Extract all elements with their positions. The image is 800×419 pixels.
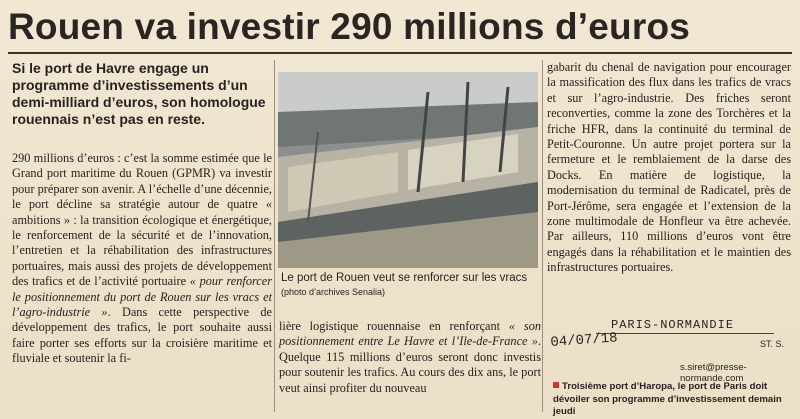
port-photo-image	[278, 72, 538, 268]
article-chapo: Si le port de Havre engage un programme d’investissements d’un demi-milliard d’euros, son homologue rouennais n’est pas en reste.	[12, 60, 266, 127]
column-1	[12, 151, 272, 367]
column-2-text: lière logistique rouennaise en renforçant	[279, 319, 501, 333]
port-photo	[278, 72, 538, 268]
column-2-text-end: . Quelque 115 millions d’euros seront donc investis pour soutenir les trafics. Au cours des dix ans, le port veut ainsi profiter du nouveau	[279, 334, 541, 395]
column-divider-2	[542, 60, 543, 412]
headline-rule	[8, 52, 792, 54]
column-2-quote: « son positionnement entre Le Havre et l’Ile-de-France »	[279, 319, 541, 349]
teaser-square-icon	[553, 382, 559, 388]
handwritten-date: 04/07/18	[550, 330, 619, 351]
column-1-quote: « pour renforcer le positionnement du port de Rouen sur les vracs et l’agro-industrie »	[12, 274, 273, 320]
column-divider	[274, 60, 275, 412]
handwritten-source: PARIS-NORMANDIE	[611, 318, 735, 332]
photo-caption-text: Le port de Rouen veut se renforcer sur les vracs	[281, 272, 528, 284]
handwritten-underline	[596, 333, 774, 334]
author-signature: ST. S.	[760, 339, 785, 349]
column-1-text: 290 millions d’euros : c’est la somme estimée que le Grand port maritime du Rouen (GPMR) va investir pour préparer son avenir. A l’échelle d’une décennie, le port décline sa stratégie autour de quatre « ambitions » : la transition écologique et énergétique, le renforcement de la sécurité et de l’innovation, l’entretien et la réhabilitation des infrastructures portuaires, mais aussi des projets de développement des trafics et de l’activité portuaire	[12, 151, 272, 289]
photo-caption	[281, 271, 539, 299]
column-2	[279, 319, 541, 396]
photo-credit: (photo d’archives Senalia)	[281, 287, 386, 297]
column-1-text-end: . Dans cette perspective de développement des trafics, le port souhaite aussi faire porter ses efforts sur la croisière maritime et fluviale et soutenir la fi-	[12, 305, 273, 366]
teaser-text: Troisième port d’Haropa, le port de Paris doit dévoiler son programme d’investissement demain jeudi	[553, 381, 782, 417]
author-email: s.siret@presse-normande.com	[680, 362, 747, 384]
column-3: gabarit du chenal de navigation pour encourager la massification des flux dans les trafics de vracs et sur l’agro-industrie. Des friches seront reconverties, comme la zone des Torchères et la friche HFR, dans la continuité du terminal de Petit-Couronne. Un autre projet portera sur la fermeture et le remblaiement de la darse des Docks. En matière de logistique, la modernisation du terminal de Radicatel, près de Port-Jérôme, sera engagée et l’extension de la zone multimodale de Honfleur va être achevée. Par ailleurs, 110 millions d’euros vont être engagés dans la réhabilitation et le maintien des infrastructures portuaires.	[547, 60, 791, 275]
related-teaser	[553, 381, 793, 419]
article-headline: Rouen va investir 290 millions d’euros	[8, 6, 691, 47]
